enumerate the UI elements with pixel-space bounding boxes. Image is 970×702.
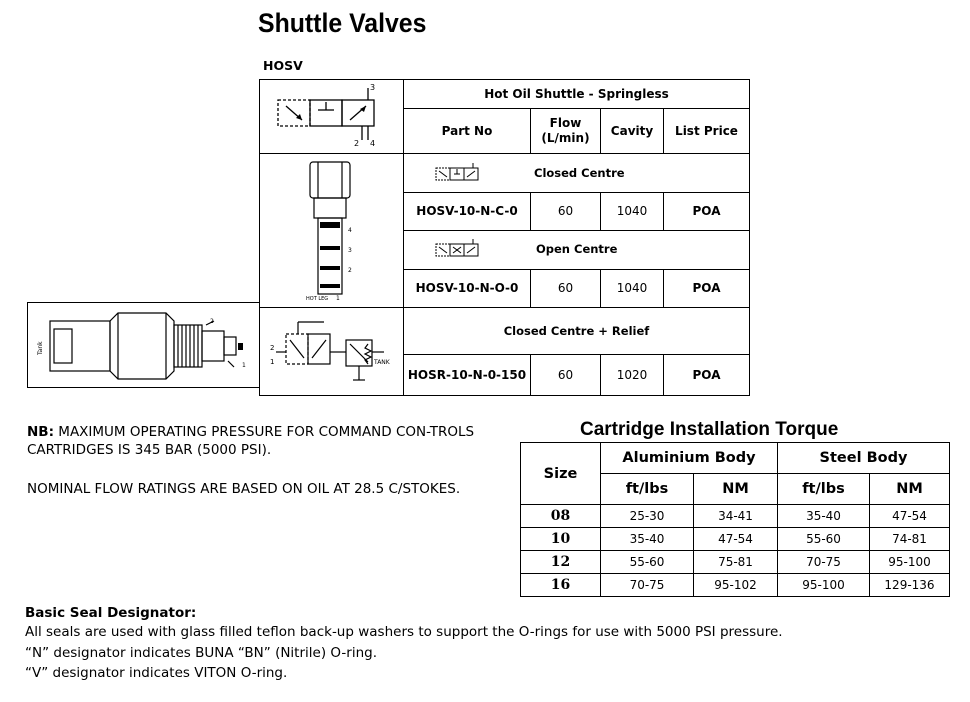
torque-value: 95-100 (778, 574, 870, 597)
drawing-port-3: 3 (347, 247, 352, 254)
section-label: Open Centre (536, 241, 618, 256)
unit-nm: NM (694, 474, 778, 505)
symbol-port-3: 3 (369, 83, 375, 92)
cartridge-drawing-cell (260, 154, 404, 308)
nb-text: MAXIMUM OPERATING PRESSURE FOR COMMAND CON-TROLS CARTRIDGES IS 345 BAR (5000 PSI). (27, 424, 475, 458)
tank-label: TANK (373, 359, 390, 366)
port-2-label: 2 (210, 318, 214, 325)
torque-value: 35-40 (601, 528, 694, 551)
price-value: POA (664, 192, 750, 231)
torque-value: 95-102 (694, 574, 778, 597)
closed-centre-symbol-icon (432, 161, 482, 187)
torque-value: 25-30 (601, 505, 694, 528)
symbol-port-2: 2 (353, 139, 359, 148)
torque-value: 47-54 (870, 505, 950, 528)
relief-valve-symbol-icon (262, 308, 402, 392)
section-open-centre (404, 231, 750, 270)
shuttle-symbol-cell (260, 80, 404, 154)
col-part-no: Part No (404, 108, 531, 153)
cavity-value: 1040 (601, 192, 664, 231)
table-row (521, 505, 950, 528)
flow-rating-note: NOMINAL FLOW RATINGS ARE BASED ON OIL AT 28.5 C/STOKES. (27, 481, 461, 497)
port-1-label: 1 (242, 362, 246, 369)
torque-table (520, 442, 950, 597)
torque-title: Cartridge Installation Torque (580, 419, 839, 440)
cartridge-drawing (262, 154, 402, 304)
flow-value: 60 (531, 269, 601, 308)
unit-ftlbs: ft/lbs (601, 474, 694, 505)
torque-value: 35-40 (778, 505, 870, 528)
shuttle-valve-table (259, 79, 750, 396)
relief-port-1: 1 (269, 358, 274, 366)
col-cavity: Cavity (601, 108, 664, 153)
part-number: HOSV-10-N-O-0 (404, 269, 531, 308)
open-centre-symbol-icon (432, 237, 482, 263)
torque-value: 55-60 (601, 551, 694, 574)
part-number: HOSR-10-N-0-150 (404, 354, 531, 395)
steel-header: Steel Body (778, 443, 950, 474)
size-value: 10 (521, 528, 601, 551)
seal-designator-heading: Basic Seal Designator: (25, 605, 197, 621)
torque-value: 129-136 (870, 574, 950, 597)
col-list-price: List Price (664, 108, 750, 153)
unit-ftlbs: ft/lbs (778, 474, 870, 505)
pressure-note (27, 423, 507, 459)
shuttle-valve-symbol-icon (262, 80, 402, 150)
tank-port-label: Tank (37, 341, 44, 355)
relief-cartridge-drawing (27, 302, 260, 388)
hot-leg-label: HOT LEG (305, 296, 328, 302)
table-heading: Hot Oil Shuttle - Springless (404, 80, 750, 109)
cavity-value: 1020 (601, 354, 664, 395)
page-title: Shuttle Valves (258, 8, 427, 38)
torque-value: 70-75 (601, 574, 694, 597)
unit-nm: NM (870, 474, 950, 505)
drawing-port-4: 4 (347, 227, 352, 234)
size-value: 08 (521, 505, 601, 528)
section-closed-centre-relief: Closed Centre + Relief (404, 308, 750, 355)
table-row (521, 574, 950, 597)
table-row (521, 528, 950, 551)
torque-value: 34-41 (694, 505, 778, 528)
product-code: HOSV (263, 58, 303, 73)
section-label: Closed Centre (534, 165, 625, 180)
flow-value: 60 (531, 354, 601, 395)
price-value: POA (664, 354, 750, 395)
drawing-port-2: 2 (347, 267, 352, 274)
section-closed-centre (404, 154, 750, 193)
relief-symbol-cell (260, 308, 404, 396)
torque-value: 47-54 (694, 528, 778, 551)
torque-value: 70-75 (778, 551, 870, 574)
torque-value: 75-81 (694, 551, 778, 574)
cavity-value: 1040 (601, 269, 664, 308)
table-row (521, 551, 950, 574)
flow-value: 60 (531, 192, 601, 231)
symbol-port-4: 4 (369, 139, 375, 148)
aluminium-header: Aluminium Body (601, 443, 778, 474)
drawing-port-1: 1 (335, 295, 340, 302)
size-value: 16 (521, 574, 601, 597)
seal-note-line: All seals are used with glass filled teflon back-up washers to support the O-rings for use with 5000 PSI pressure. (25, 624, 783, 640)
size-value: 12 (521, 551, 601, 574)
seal-note-line: “N” designator indicates BUNA “BN” (Nitrile) O-ring. (25, 645, 377, 661)
seal-note-line: “V” designator indicates VITON O-ring. (25, 665, 288, 681)
price-value: POA (664, 269, 750, 308)
part-number: HOSV-10-N-C-0 (404, 192, 531, 231)
size-header: Size (521, 443, 601, 505)
torque-value: 95-100 (870, 551, 950, 574)
torque-value: 74-81 (870, 528, 950, 551)
nb-label: NB: (27, 424, 54, 440)
col-flow: Flow (L/min) (531, 108, 601, 153)
torque-value: 55-60 (778, 528, 870, 551)
relief-port-2: 2 (269, 344, 274, 352)
